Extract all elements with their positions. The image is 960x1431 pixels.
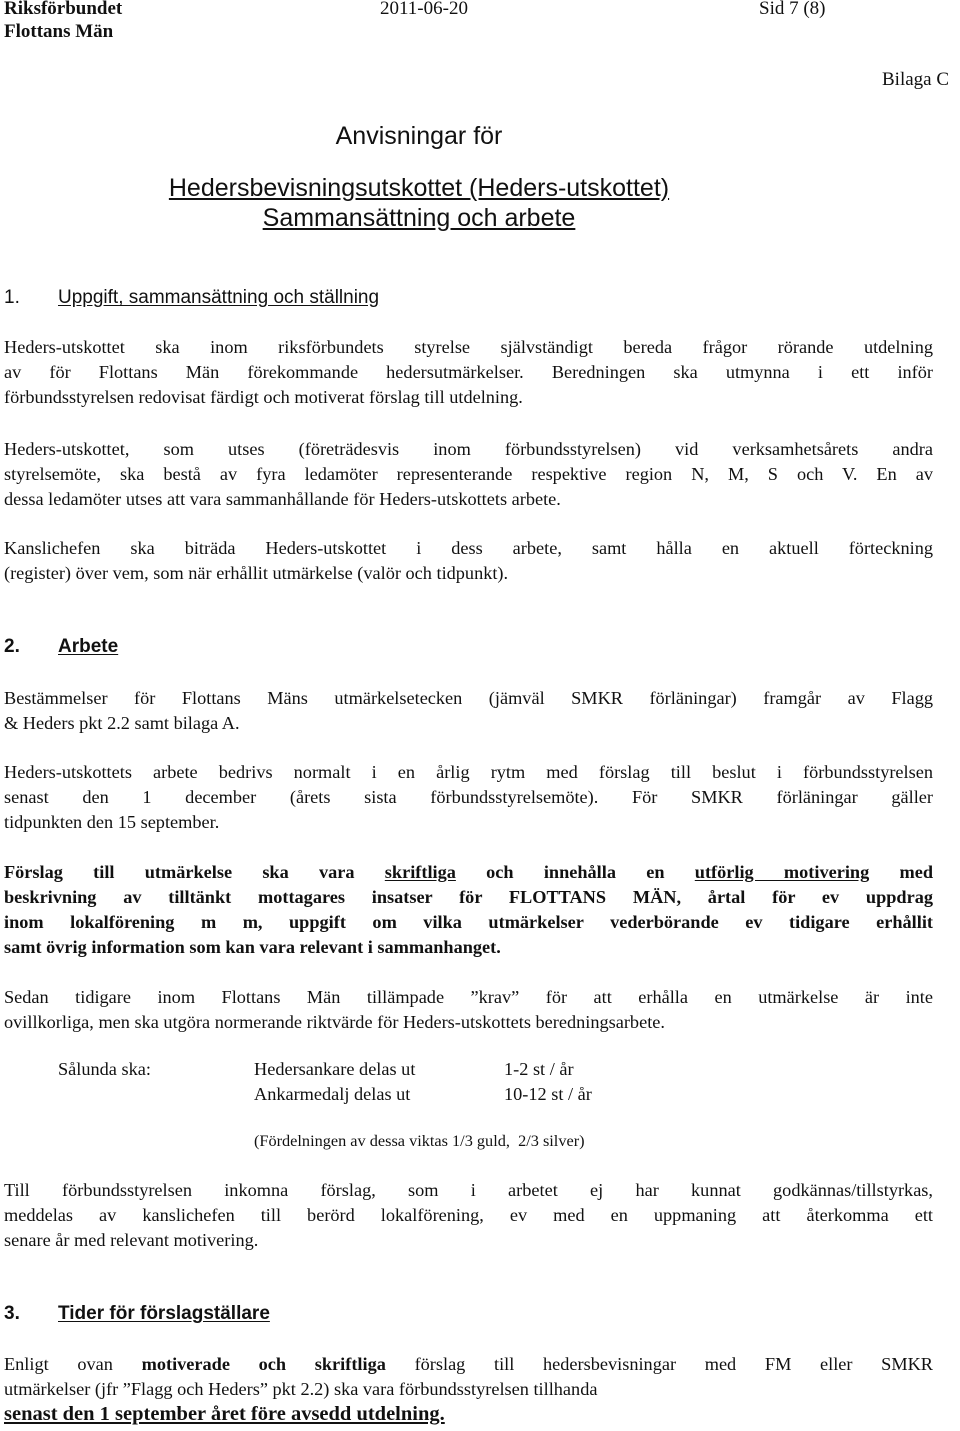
emphasis-written: skriftliga xyxy=(384,862,456,882)
header-org-sub: Flottans Män xyxy=(4,21,114,42)
header-attachment: Bilaga C xyxy=(882,69,950,90)
text-line: Enligt ovan motiverade och skriftliga förslag till hedersbevisningar med FM eller SMKR xyxy=(4,1354,933,1374)
text-line: meddelas av kanslichefen till berörd lokalförening, ev med en uppmaning att återkomma ett xyxy=(4,1205,933,1225)
text-line: samt övrig information som kan vara relevant i sammanhanget. xyxy=(4,937,501,957)
section-1-paragraph-2 xyxy=(4,437,933,512)
text-line: Förslag till utmärkelse ska vara skriftliga och innehålla en utförlig motivering med xyxy=(4,862,934,882)
text-line: styrelsemöte, ska bestå av fyra ledamöter representerande respektive region N, M, S och V. En av xyxy=(4,464,933,484)
title-line-3: Sammansättning och arbete xyxy=(262,204,576,232)
text-line: (register) över vem, som när erhållit utmärkelse (valör och tidpunkt). xyxy=(4,563,509,583)
deadline-statement: senast den 1 september året före avsedd utdelning. xyxy=(4,1403,445,1425)
text-line: Heders-utskottet ska inom riksförbundets styrelse självständigt bereda frågor rörande utdelning xyxy=(4,337,933,357)
emphasis-motivation: utförlig motivering xyxy=(694,862,870,882)
distribution-amount: 1-2 st / år xyxy=(504,1059,574,1079)
header-date: 2011-06-20 xyxy=(380,0,468,19)
text-line: av för Flottans Män förekommande hedersutmärkelser. Beredningen ska utmynna i ett inför xyxy=(4,362,933,382)
section-3-paragraph xyxy=(4,1352,933,1402)
text-line: inom lokalförening m m, uppgift om vilka utmärkelser vederbörande ev tidigare erhållit xyxy=(4,912,933,932)
distribution-item: Ankarmedalj delas ut xyxy=(254,1084,411,1104)
text-line: tidpunkten den 15 september. xyxy=(4,812,220,832)
title-line-2: Hedersbevisningsutskottet (Heders-utskottet) xyxy=(168,174,670,202)
section-3-heading: Tider för förslagställare xyxy=(58,1303,270,1324)
text-line: Sedan tidigare inom Flottans Män tillämpade ”krav” för att erhålla en utmärkelse är inte xyxy=(4,987,933,1007)
section-2-paragraph-1 xyxy=(4,686,933,736)
section-1-paragraph-3 xyxy=(4,536,933,586)
distribution-note: (Fördelningen av dessa viktas 1/3 guld, 2/3 silver) xyxy=(254,1131,585,1150)
text-line: Heders-utskottet, som utses (företrädesvis inom förbundsstyrelsen) vid verksamhetsårets andra xyxy=(4,439,933,459)
header-org: Riksförbundet xyxy=(4,0,123,19)
text-line: förbundsstyrelsen redovisat färdigt och motiverat förslag till utdelning. xyxy=(4,387,523,407)
text-line: senare år med relevant motivering. xyxy=(4,1230,259,1250)
section-2-number: 2. xyxy=(4,636,20,657)
section-1-heading: Uppgift, sammansättning och ställning xyxy=(58,287,380,308)
text-line: Till förbundsstyrelsen inkomna förslag, som i arbetet ej har kunnat godkännas/tillstyrkas, xyxy=(4,1180,933,1200)
distribution-item: Hedersankare delas ut xyxy=(254,1059,416,1079)
section-1-number: 1. xyxy=(4,287,20,308)
section-3-number: 3. xyxy=(4,1303,20,1324)
text-line: Bestämmelser för Flottans Mäns utmärkelsetecken (jämväl SMKR förläningar) framgår av Flagg xyxy=(4,688,933,708)
section-2-paragraph-4 xyxy=(4,1178,933,1253)
title-line-1: Anvisningar för xyxy=(335,122,503,150)
text-line: dessa ledamöter utses att vara sammanhållande för Heders-utskottets arbete. xyxy=(4,489,561,509)
section-2-paragraph-3 xyxy=(4,985,933,1035)
text-line: beskrivning av tilltänkt mottagares insatser för FLOTTANS MÄN, årtal för ev uppdrag xyxy=(4,887,933,907)
emphasis-motivated-written: motiverade och skriftliga xyxy=(141,1354,386,1374)
text-line: ovillkorliga, men ska utgöra normerande riktvärde för Heders-utskottets beredningsarbete. xyxy=(4,1012,665,1032)
text-line: Heders-utskottets arbete bedrivs normalt i en årlig rytm med förslag till beslut i förbundsstyrelsen xyxy=(4,762,933,782)
section-2-heading: Arbete xyxy=(58,636,119,657)
header-page-number: Sid 7 (8) xyxy=(759,0,826,19)
distribution-label: Sålunda ska: xyxy=(58,1059,151,1079)
section-1-paragraph-1 xyxy=(4,335,933,410)
text-line: & Heders pkt 2.2 samt bilaga A. xyxy=(4,713,240,733)
section-2-bold-requirements xyxy=(4,860,933,960)
text-line: Kanslichefen ska biträda Heders-utskottet i dess arbete, samt hålla en aktuell förteckning xyxy=(4,538,933,558)
text-line: utmärkelser (jfr ”Flagg och Heders” pkt 2.2) ska vara förbundsstyrelsen tillhanda xyxy=(4,1379,598,1399)
section-2-paragraph-2 xyxy=(4,760,933,835)
distribution-amount: 10-12 st / år xyxy=(504,1084,592,1104)
text-line: senast den 1 december (årets sista förbundsstyrelsemöte). För SMKR förläningar gäller xyxy=(4,787,933,807)
